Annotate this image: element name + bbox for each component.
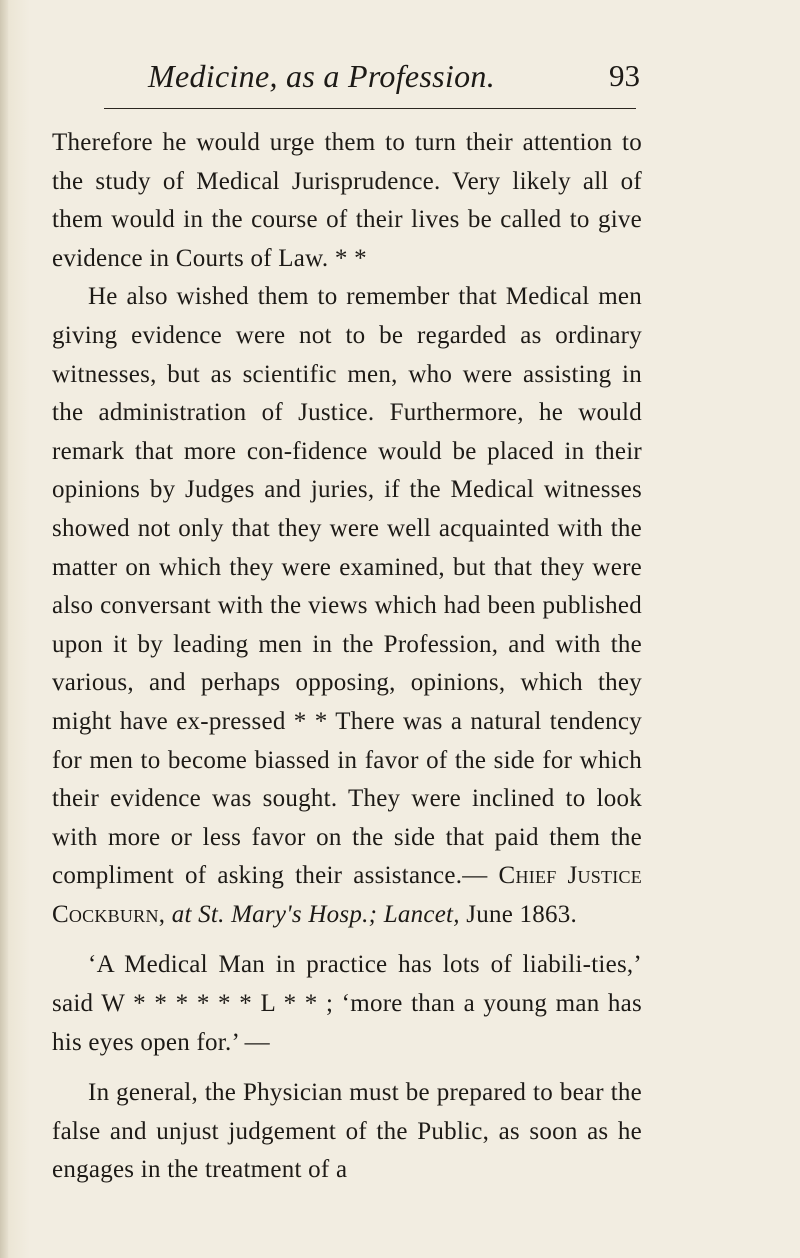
page-header [52,58,640,102]
attribution-date: June 1863. [466,900,578,928]
attribution-source: at St. Mary's Hosp.; [171,900,378,928]
paragraph-medical-witnesses [52,278,642,934]
page-spine-edge [0,0,8,1258]
paragraph-liabilities-quote: ‘A Medical Man in practice has lots of liabili-ties,’ said W * * * * * * L * * ; ‘more than a young man has his eyes open for.’ — [52,951,642,1056]
paragraph-jurisprudence: Therefore he would urge them to turn their attention to the study of Medical Jurisprudence. Very likely all of them would in the course of their lives be called to give evidence in Courts of Law. * * [52,129,642,272]
paragraph-physician-judgement: In general, the Physician must be prepared to bear the false and unjust judgement of the Public, as soon as he engages in the treatment of a [52,1079,642,1184]
page-number: 93 [609,58,640,93]
paragraph-medical-witnesses-text: He also wished them to remember that Medical men giving evidence were not to be regarded as ordinary witnesses, but as scientific men, who were assisting in the administration of Justice. Furthermore, he would remark that more con-fidence would be placed in their opinions by Judges and juries, if the Medical witnesses showed not only that they were well acquainted with the matter on which they were examined, but that they were also conversant with the views which had been published upon it by leading men in the Profession, and with the various, and perhaps opposing, opinions, which they might have ex-pressed * * There was a natural tendency for men to become biassed in favor of the side for which their evidence was sought. They were inclined to look with more or less favor on the side that paid them the compliment of asking their assistance.— [52,283,642,890]
body-text [52,124,642,1190]
running-title: Medicine, as a Profession. [148,58,496,94]
header-rule [104,108,636,109]
attribution-journal: Lancet, [383,900,460,928]
attribution-name: Chief Justice Cockburn, [52,862,642,928]
